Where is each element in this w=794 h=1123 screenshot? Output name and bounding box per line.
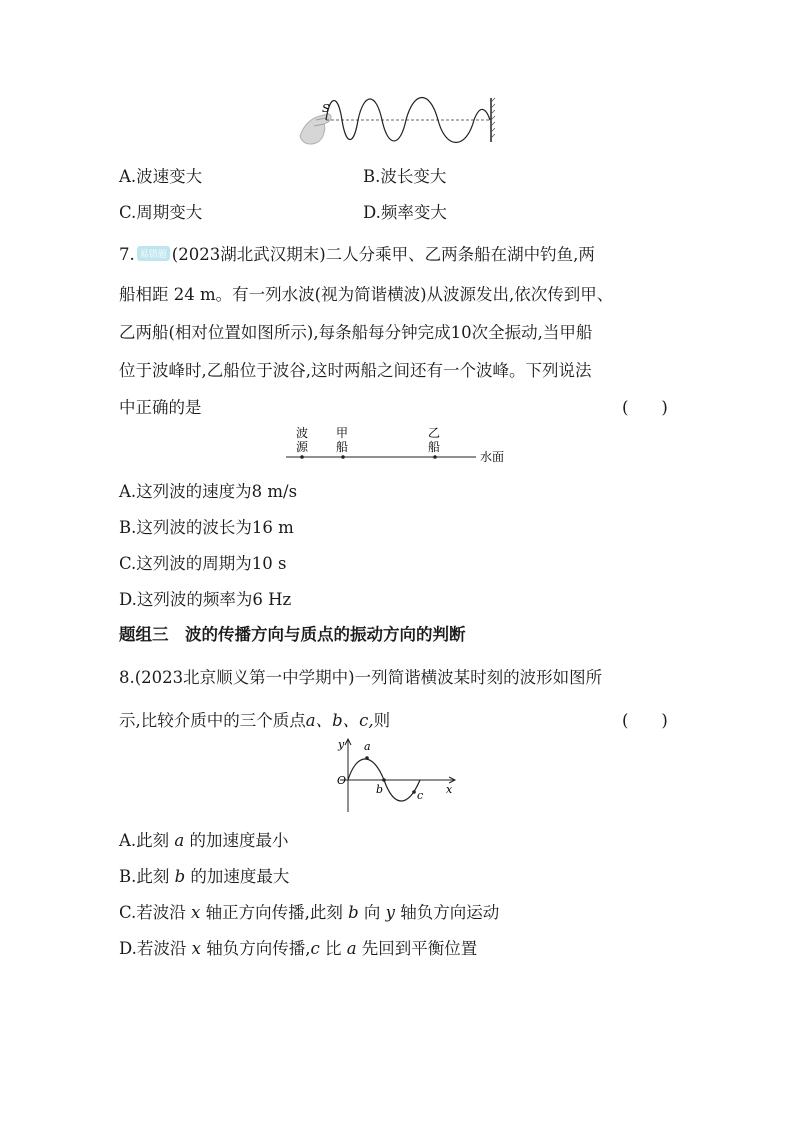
point-b bbox=[382, 778, 386, 782]
svg-text:乙: 乙 bbox=[428, 426, 441, 440]
q6-option-a[interactable]: A.波速变大 bbox=[119, 167, 203, 186]
point-b-label: b bbox=[376, 783, 384, 796]
q7-option-d[interactable]: D.这列波的频率为6 Hz bbox=[119, 590, 292, 609]
section-heading: 题组三 波的传播方向与质点的振动方向的判断 bbox=[119, 625, 466, 644]
point-c-label: c bbox=[417, 789, 424, 802]
q8-option-b[interactable]: B.此刻 b 的加速度最大 bbox=[119, 867, 290, 886]
point-c bbox=[412, 790, 416, 794]
svg-text:船: 船 bbox=[336, 440, 349, 454]
boat-b-dot bbox=[433, 455, 437, 459]
boat-a-dot bbox=[341, 455, 345, 459]
point-a-label: a bbox=[364, 740, 371, 753]
q7-line-1: 7. 易错题 (2023湖北武汉期末)二人分乘甲、乙两条船在湖中钓鱼,两 bbox=[119, 245, 595, 264]
y-axis-label: y bbox=[338, 738, 345, 751]
q8-number: 8. bbox=[119, 668, 135, 687]
q8-option-d[interactable]: D.若波沿 x 轴负方向传播,c 比 a 先回到平衡位置 bbox=[119, 939, 478, 958]
q6-option-c[interactable]: C.周期变大 bbox=[119, 203, 203, 222]
q8-points: a、b、c, bbox=[305, 711, 374, 730]
point-a bbox=[365, 756, 369, 760]
q7-line-5: 中正确的是 bbox=[119, 398, 202, 417]
q7-option-c[interactable]: C.这列波的周期为10 s bbox=[119, 554, 287, 573]
water-surface-label: 水面 bbox=[480, 450, 505, 464]
rope-wave-figure bbox=[296, 88, 502, 150]
q8-source: (2023北京顺义第一中学期中) bbox=[134, 668, 355, 687]
x-axis-label: x bbox=[446, 783, 453, 796]
q8-option-c[interactable]: C.若波沿 x 轴正方向传播,此刻 b 向 y 轴负方向运动 bbox=[119, 903, 500, 922]
q7-source: (2023湖北武汉期末) bbox=[171, 245, 326, 264]
q7-line-3: 乙两船(相对位置如图所示),每条船每分钟完成10次全振动,当甲船 bbox=[119, 323, 593, 342]
q8-answer-blank[interactable]: ( ) bbox=[622, 711, 668, 730]
svg-text:甲: 甲 bbox=[336, 426, 349, 440]
q6-option-d[interactable]: D.频率变大 bbox=[363, 203, 447, 222]
svg-text:波: 波 bbox=[296, 426, 309, 440]
q8-option-a[interactable]: A.此刻 a 的加速度最小 bbox=[119, 831, 289, 850]
q7-option-a[interactable]: A.这列波的速度为8 m/s bbox=[119, 482, 298, 501]
svg-text:源: 源 bbox=[296, 440, 309, 454]
boats-figure bbox=[284, 424, 514, 466]
source-dot bbox=[300, 455, 304, 459]
origin-label: O bbox=[337, 774, 347, 787]
waveform-figure bbox=[334, 736, 460, 816]
q6-option-b[interactable]: B.波长变大 bbox=[363, 167, 447, 186]
q7-option-b[interactable]: B.这列波的波长为16 m bbox=[119, 518, 294, 537]
source-label: S bbox=[322, 102, 330, 115]
svg-text:船: 船 bbox=[428, 440, 441, 454]
q8-line-1: 8.(2023北京顺义第一中学期中)一列简谐横波某时刻的波形如图所 bbox=[119, 668, 603, 687]
q8-line-2: 示,比较介质中的三个质点a、b、c,则 bbox=[119, 711, 391, 730]
error-prone-badge: 易错题 bbox=[137, 246, 170, 261]
q7-line-2: 船相距 24 m。有一列水波(视为简谐横波)从波源发出,依次传到甲、 bbox=[119, 285, 614, 304]
q7-line-4: 位于波峰时,乙船位于波谷,这时两船之间还有一个波峰。下列说法 bbox=[119, 361, 592, 380]
q7-number: 7. bbox=[119, 245, 135, 264]
q7-answer-blank[interactable]: ( ) bbox=[622, 398, 668, 417]
